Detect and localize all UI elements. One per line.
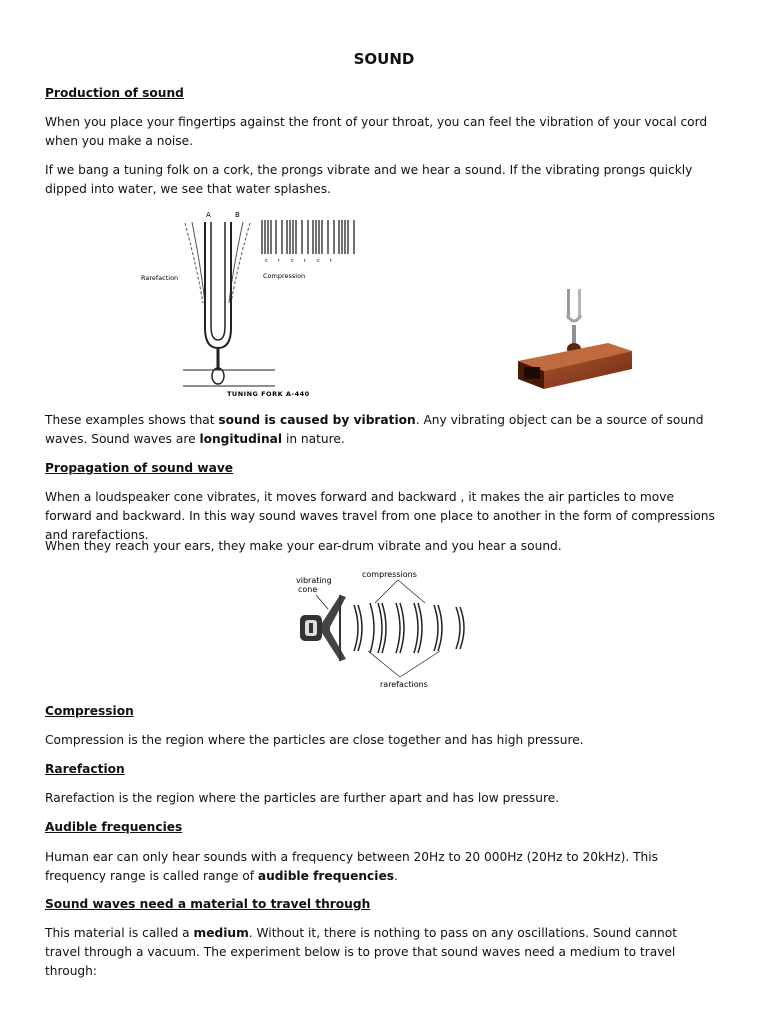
- paragraph-fingertips: When you place your fingertips against the front of your throat, you can feel the vibration of your vocal cord when you make a noise.: [45, 115, 708, 148]
- pattern-letter: r: [304, 258, 307, 264]
- text-span: . Without it, there is nothing to pass on any oscillations. Sound cannot travel through a vacuum. The experiment below is to prove that sound waves need a medium to travel through:: [45, 926, 677, 978]
- pattern-letter: c: [317, 258, 320, 264]
- bold-text: sound is caused by vibration: [218, 413, 416, 427]
- page-title: SOUND: [353, 50, 415, 68]
- paragraph-compression: Compression is the region where the particles are close together and has high pressure.: [45, 733, 584, 747]
- text-span: These examples shows that: [45, 413, 219, 427]
- heading-production-of-sound: Production of sound: [45, 86, 184, 100]
- vibrating-label: vibrating: [296, 576, 332, 585]
- pattern-letter: c: [265, 258, 268, 264]
- compressions-label: compressions: [362, 570, 417, 579]
- heading-propagation: Propagation of sound wave: [45, 461, 234, 475]
- heading-sound-needs-material: Sound waves need a material to travel through: [45, 897, 371, 911]
- pattern-letter: r: [278, 258, 281, 264]
- rarefactions-label: rarefactions: [380, 680, 428, 689]
- paragraph-rarefaction: Rarefaction is the region where the particles are further apart and has low pressure.: [45, 791, 560, 805]
- prong-a-label: A: [206, 211, 211, 219]
- cone-label: cone: [298, 585, 318, 594]
- heading-rarefaction: Rarefaction: [45, 762, 125, 776]
- heading-audible-frequencies: Audible frequencies: [45, 820, 183, 834]
- pattern-letter: r: [330, 258, 333, 264]
- text-span: Human ear can only hear sounds with a frequency between 20Hz to 20 000Hz (20Hz to 20kHz). This frequency range is called range of: [45, 850, 659, 883]
- text-span: . Any vibrating object can be a source of sound waves. Sound waves are: [45, 413, 704, 446]
- paragraph-sound-caused-by-vibration: [45, 411, 715, 449]
- tuning-fork-label: TUNING FORK A-440: [227, 390, 310, 398]
- paragraph-ear-drum: When they reach your ears, they make your ear-drum vibrate and you hear a sound.: [45, 539, 562, 553]
- loudspeaker-diagram: [290, 565, 490, 693]
- rarefaction-diagram-label: Rarefaction: [141, 274, 179, 282]
- text-span: .: [393, 869, 398, 883]
- prong-b-label: B: [235, 211, 240, 219]
- bold-text: longitudinal: [199, 432, 283, 446]
- heading-compression: Compression: [45, 704, 134, 718]
- paragraph-audible-frequencies: [45, 848, 715, 886]
- bold-text: medium: [193, 926, 249, 940]
- paragraph-medium: [45, 924, 715, 981]
- paragraph-tuning-fork: If we bang a tuning folk on a cork, the prongs vibrate and we hear a sound. If the vibrating prongs quickly dipped into water, we see that water splashes.: [45, 163, 693, 196]
- tuning-fork-on-box-image: [510, 285, 635, 395]
- text-span: in nature.: [282, 432, 345, 446]
- compression-diagram-label: Compression: [263, 272, 306, 280]
- bold-text: audible frequencies: [257, 869, 394, 883]
- pattern-letter: c: [291, 258, 294, 264]
- paragraph-loudspeaker: When a loudspeaker cone vibrates, it moves forward and backward , it makes the air particles to move forward and backward. In this way sound waves travel from one place to another in the form of compressions and rarefactions.: [45, 490, 715, 542]
- text-span: This material is called a: [45, 926, 194, 940]
- tuning-fork-diagram: [135, 208, 375, 403]
